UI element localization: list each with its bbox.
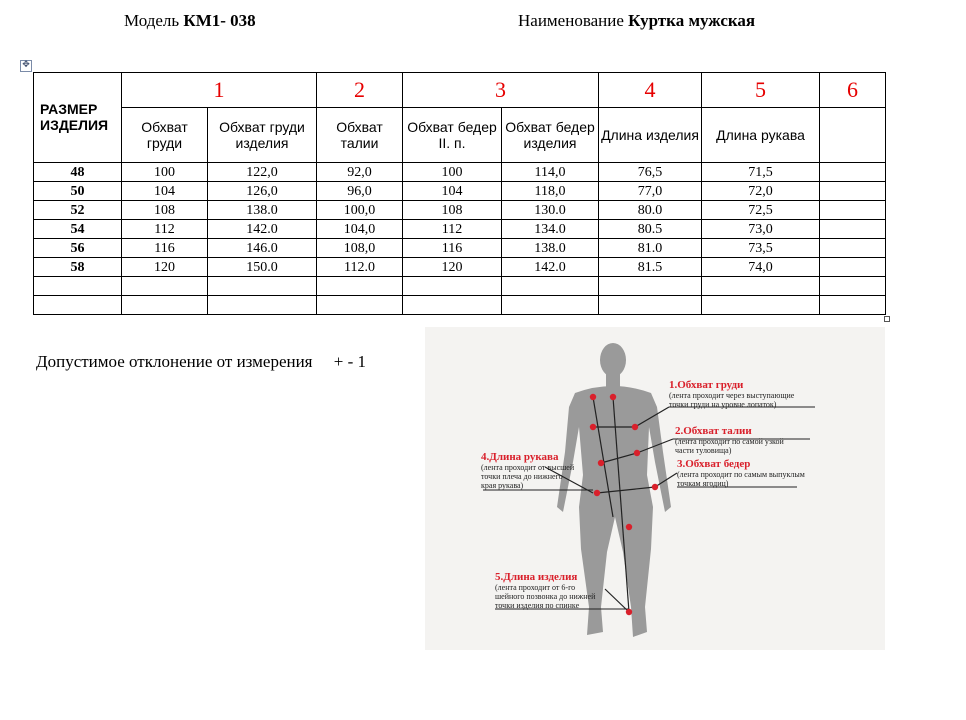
measurement-label [495,571,595,610]
table-row [34,239,886,258]
measurement-point-icon [652,484,658,490]
value-cell: 146.0 [208,239,317,258]
value-cell: 112 [403,220,502,239]
value-cell: 130.0 [502,201,599,220]
empty-cell [403,277,502,296]
measurement-label [677,458,805,488]
value-cell: 108,0 [317,239,403,258]
model-header [124,11,256,31]
value-cell: 120 [122,258,208,277]
value-cell: 104 [122,182,208,201]
measurement-point-icon [634,450,640,456]
tolerance-label: Допустимое отклонение от измерения [36,352,313,371]
column-number: 6 [820,73,886,108]
value-cell: 108 [122,201,208,220]
size-cell: 48 [34,163,122,182]
value-cell: 73,5 [702,239,820,258]
model-label: Модель [124,11,180,30]
value-cell: 122,0 [208,163,317,182]
value-cell: 142.0 [208,220,317,239]
measurement-diagram [425,327,885,650]
value-cell: 134.0 [502,220,599,239]
table-move-handle-icon[interactable]: ✥ [20,60,32,72]
column-header-row [34,108,886,163]
value-cell: 80.5 [599,220,702,239]
measurement-description: точки изделия по спинке [495,601,580,610]
measurement-description: (лента проходит от высшей [481,463,575,472]
column-header [820,108,886,163]
value-cell: 120 [403,258,502,277]
measurement-title: 1.Обхват груди [669,379,744,391]
measurement-point-icon [590,424,596,430]
value-cell: 138.0 [208,201,317,220]
measurement-point-icon [610,394,616,400]
value-cell: 142.0 [502,258,599,277]
measurement-title: 3.Обхват бедер [677,458,751,470]
value-cell: 73,0 [702,220,820,239]
table-row [34,220,886,239]
name-label: Наименование [518,11,624,30]
measurement-title: 5.Длина изделия [495,571,578,583]
size-column-header: РАЗМЕР ИЗДЕЛИЯ [34,73,122,163]
value-cell: 114,0 [502,163,599,182]
value-cell: 116 [122,239,208,258]
table-row [34,201,886,220]
empty-cell [317,277,403,296]
empty-cell [502,277,599,296]
empty-cell [599,296,702,315]
value-cell: 100 [403,163,502,182]
value-cell: 96,0 [317,182,403,201]
value-cell [820,201,886,220]
measurement-description: (лента проходит по самым выпуклым [677,470,805,479]
column-header: Обхват талии [317,108,403,163]
measurement-description: точки плеча до нижнего [481,472,563,481]
empty-cell [820,277,886,296]
empty-cell [702,277,820,296]
empty-cell [208,296,317,315]
empty-row [34,296,886,315]
value-cell: 72,0 [702,182,820,201]
measurement-label [675,425,784,455]
empty-cell [122,296,208,315]
value-cell: 72,5 [702,201,820,220]
table-row [34,182,886,201]
value-cell: 112.0 [317,258,403,277]
table-row [34,163,886,182]
empty-cell [820,296,886,315]
measurement-point-icon [626,609,632,615]
column-header: Обхват груди [122,108,208,163]
value-cell: 77,0 [599,182,702,201]
column-number: 1 [122,73,317,108]
value-cell: 112 [122,220,208,239]
value-cell: 80.0 [599,201,702,220]
column-header: Обхват груди изделия [208,108,317,163]
value-cell: 76,5 [599,163,702,182]
measurement-description: точкам ягодиц) [677,479,729,488]
value-cell: 71,5 [702,163,820,182]
measurement-point-icon [594,490,600,496]
value-cell: 74,0 [702,258,820,277]
column-number: 3 [403,73,599,108]
value-cell [820,258,886,277]
table-row [34,258,886,277]
name-header [518,11,755,31]
value-cell: 126,0 [208,182,317,201]
measurement-description: (лента проходит от 6-го [495,583,576,592]
tolerance-value: + - 1 [333,352,366,371]
tolerance-note [36,352,366,372]
size-table-body [34,163,886,315]
name-value: Куртка мужская [628,11,756,30]
value-cell: 138.0 [502,239,599,258]
model-value: КМ1- 038 [183,11,256,30]
measurement-point-icon [632,424,638,430]
empty-cell [34,296,122,315]
empty-cell [599,277,702,296]
column-number: 4 [599,73,702,108]
empty-cell [34,277,122,296]
empty-cell [122,277,208,296]
empty-cell [403,296,502,315]
column-header: Обхват бедер II. п. [403,108,502,163]
size-cell: 54 [34,220,122,239]
value-cell [820,182,886,201]
column-header: Обхват бедер изделия [502,108,599,163]
measurement-description: шейного позвонка до нижней [495,592,596,601]
empty-cell [702,296,820,315]
value-cell [820,220,886,239]
empty-cell [317,296,403,315]
table-resize-handle[interactable] [884,316,890,322]
measurement-label [669,379,794,409]
measurement-label [481,451,574,490]
column-number: 2 [317,73,403,108]
column-number-row [34,73,886,108]
value-cell: 100 [122,163,208,182]
measurement-point-icon [598,460,604,466]
value-cell: 81.0 [599,239,702,258]
value-cell: 118,0 [502,182,599,201]
measurement-description: части туловища) [675,446,732,455]
column-number: 5 [702,73,820,108]
size-cell: 52 [34,201,122,220]
size-cell: 50 [34,182,122,201]
measurement-point-icon [626,524,632,530]
value-cell [820,163,886,182]
size-cell: 56 [34,239,122,258]
measurement-point-icon [590,394,596,400]
value-cell [820,239,886,258]
value-cell: 104 [403,182,502,201]
column-header: Длина рукава [702,108,820,163]
value-cell: 150.0 [208,258,317,277]
value-cell: 100,0 [317,201,403,220]
value-cell: 92,0 [317,163,403,182]
column-header: Длина изделия [599,108,702,163]
measurement-description: точки груди на уровне лопаток) [669,400,777,409]
value-cell: 81.5 [599,258,702,277]
value-cell: 108 [403,201,502,220]
empty-cell [502,296,599,315]
size-cell: 58 [34,258,122,277]
measurement-title: 4.Длина рукава [481,451,559,463]
empty-cell [208,277,317,296]
value-cell: 116 [403,239,502,258]
measurement-description: (лента проходит через выступающие [669,391,795,400]
value-cell: 104,0 [317,220,403,239]
measurement-description: (лента проходит по самой узкой [675,437,784,446]
empty-row [34,277,886,296]
measurement-description: края рукава) [481,481,524,490]
measurement-title: 2.Обхват талии [675,425,752,437]
size-table [33,72,886,315]
